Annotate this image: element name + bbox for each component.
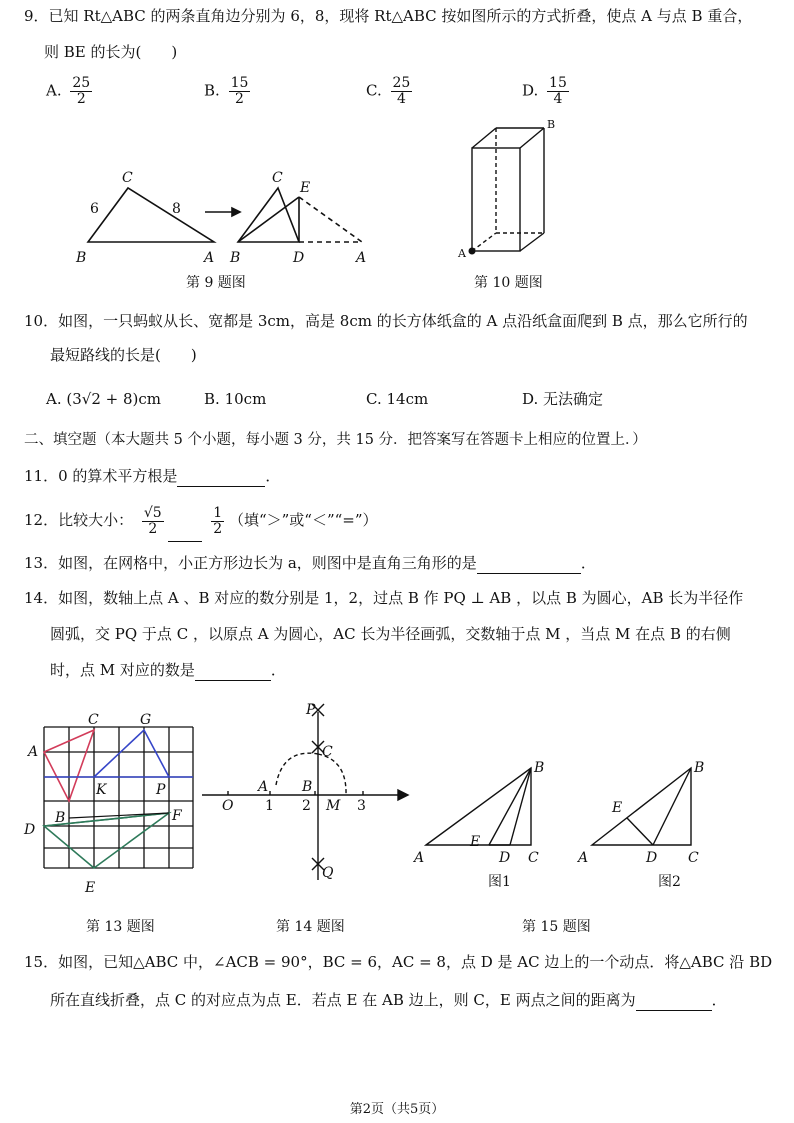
fig15-1-label-b: B bbox=[534, 760, 545, 776]
q12-fraction-left: $\frac{√5}{2}$ bbox=[143, 504, 162, 537]
fig14-label-p: P bbox=[306, 702, 316, 718]
fig9-label-side-8: 8 bbox=[172, 201, 181, 217]
q14-line3-text: 时，点 M 对应的数是 bbox=[50, 661, 195, 679]
fig13-triangle-kgp bbox=[94, 730, 169, 777]
fig14-label-o: O bbox=[222, 798, 234, 814]
q13: 13．如图，在网格中，小正方形边长为 a，则图中是直角三角形的是 ． bbox=[24, 554, 596, 572]
fig15-2-label-c: C bbox=[688, 850, 699, 866]
fig10-caption: 第 10 题图 bbox=[474, 275, 543, 291]
fig9-label-a: A bbox=[204, 250, 215, 266]
fig13-label-c: C bbox=[88, 712, 99, 728]
q14-line2: 圆弧，交 PQ 于点 C ，以原点 A 为圆心，AC 长为半径画弧，交数轴于点 M ，当点 M 在点 B 的右侧 bbox=[50, 625, 731, 643]
fig14-tick-2: 2 bbox=[302, 798, 311, 814]
q10-option-d: D. 无法确定 bbox=[522, 390, 604, 408]
option-fraction: $\frac{25}{2}$ bbox=[72, 75, 91, 107]
fig15-1-label-e: E bbox=[470, 834, 481, 850]
fig14-label-m: M bbox=[326, 798, 341, 814]
q10-option-a: A. (3√2 + 8)cm bbox=[46, 390, 162, 408]
fig14-label-q: Q bbox=[322, 865, 334, 881]
fig13-label-k: K bbox=[96, 782, 107, 798]
fig10-label-a: A bbox=[458, 247, 466, 260]
fig9-label-e: E bbox=[300, 180, 311, 196]
fig14-tick-1: 1 bbox=[265, 798, 274, 814]
fig9-label-c: C bbox=[122, 170, 133, 186]
option-letter: D. bbox=[522, 81, 539, 100]
fig9-caption: 第 9 题图 bbox=[186, 275, 246, 291]
fig13-label-f: F bbox=[172, 808, 182, 824]
fig14-label-a: A bbox=[258, 779, 269, 795]
fig13-label-b: B bbox=[55, 810, 66, 826]
fig13-label-a: A bbox=[28, 744, 39, 760]
fig14-tick-3: 3 bbox=[357, 798, 366, 814]
q15-answer-blank bbox=[636, 990, 712, 1011]
q14-line1: 14．如图，数轴上点 A 、B 对应的数分别是 1，2，过点 B 作 PQ ⊥ AB ，以点 B 为圆心，AB 长为半径作 bbox=[24, 589, 744, 607]
fig14-label-b: B bbox=[302, 779, 313, 795]
fig15-1-label-a: A bbox=[414, 850, 425, 866]
q10-line2: 最短路线的长是( ) bbox=[50, 346, 197, 364]
fig13-caption: 第 13 题图 bbox=[86, 919, 155, 935]
q12-fraction-right: $\frac{1}{2}$ bbox=[213, 504, 223, 537]
fig15-2-label-d: D bbox=[646, 850, 658, 866]
q15-line1: 15．如图，已知△ABC 中，∠ACB = 90°，BC = 6，AC = 8，点 D 是 AC 边上的一个动点．将△ABC 沿 BD bbox=[24, 953, 773, 971]
page-footer: 第2页（共5页） bbox=[349, 1102, 445, 1117]
option-letter: B. bbox=[204, 81, 220, 100]
fig9-label-b: B bbox=[76, 250, 87, 266]
q10-option-c: C. 14cm bbox=[366, 390, 429, 408]
fig9-label-c2: C bbox=[272, 170, 283, 186]
q15-line2: 所在直线折叠，点 C 的对应点为点 E．若点 E 在 AB 边上，则 C，E 两点之间的距离为 ． bbox=[50, 991, 727, 1009]
fig14-caption: 第 14 题图 bbox=[276, 919, 345, 935]
fig9-label-side-6: 6 bbox=[90, 201, 99, 217]
fig15-2-label-e: E bbox=[612, 800, 623, 816]
fig15-1-label-d: D bbox=[499, 850, 511, 866]
q12-suffix: （填“＞”或“＜”“=”） bbox=[228, 511, 378, 529]
fig15-figure2 bbox=[592, 768, 691, 845]
q10-option-b: B. 10cm bbox=[204, 390, 267, 408]
q10-line1: 10．如图，一只蚂蚁从长、宽都是 3cm，高是 8cm 的长方体纸盒的 A 点沿纸盒面爬到 B 点，那么它所行的 bbox=[24, 312, 748, 330]
q11: 11．0 的算术平方根是 ． bbox=[24, 467, 281, 485]
option-fraction: $\frac{15}{4}$ bbox=[549, 75, 567, 107]
fig9-label-a2: A bbox=[356, 250, 367, 266]
option-fraction: $\frac{15}{2}$ bbox=[230, 75, 249, 107]
fig15-1-label-c: C bbox=[528, 850, 539, 866]
q15-line2-text: 所在直线折叠，点 C 的对应点为点 E．若点 E 在 AB 边上，则 C，E 两点之间的距离为 bbox=[50, 991, 636, 1009]
option-letter: A. bbox=[46, 81, 62, 100]
q14-line3: 时，点 M 对应的数是 ． bbox=[50, 661, 286, 679]
q13-text: 13．如图，在网格中，小正方形边长为 a，则图中是直角三角形的是 bbox=[24, 554, 477, 572]
fig15-sub-caption-1: 图1 bbox=[488, 874, 511, 890]
fig14-label-c: C bbox=[322, 744, 333, 760]
section2-heading: 二、填空题（本大题共 5 个小题，每小题 3 分，共 15 分．把答案写在答题卡上相应的位置上．） bbox=[24, 432, 647, 448]
q12-prefix: 12．比较大小： bbox=[24, 511, 134, 529]
fig9-label-b2: B bbox=[230, 250, 241, 266]
fig13-label-g: G bbox=[140, 712, 152, 728]
option-letter: C. bbox=[366, 81, 382, 100]
fig10-label-b: B bbox=[547, 118, 556, 131]
fig13-label-e: E bbox=[85, 880, 96, 896]
fig9-label-d: D bbox=[293, 250, 305, 266]
fig15-caption: 第 15 题图 bbox=[522, 919, 591, 935]
fig15-sub-caption-2: 图2 bbox=[658, 874, 681, 890]
fig13-label-d: D bbox=[24, 822, 36, 838]
q9-line1: 9．已知 Rt△ABC 的两条直角边分别为 6，8，现将 Rt△ABC 按如图所示的方式折叠，使点 A 与点 B 重合， bbox=[24, 7, 753, 25]
fig14-arc-cm bbox=[318, 754, 346, 795]
option-fraction: $\frac{25}{4}$ bbox=[392, 75, 411, 107]
q11-text: 11．0 的算术平方根是 bbox=[24, 467, 178, 485]
fig15-2-label-a: A bbox=[578, 850, 589, 866]
q9-line2: 则 BE 的长为( ) bbox=[44, 43, 178, 61]
fig13-label-p: P bbox=[156, 782, 166, 798]
fig15-2-label-b: B bbox=[694, 760, 705, 776]
